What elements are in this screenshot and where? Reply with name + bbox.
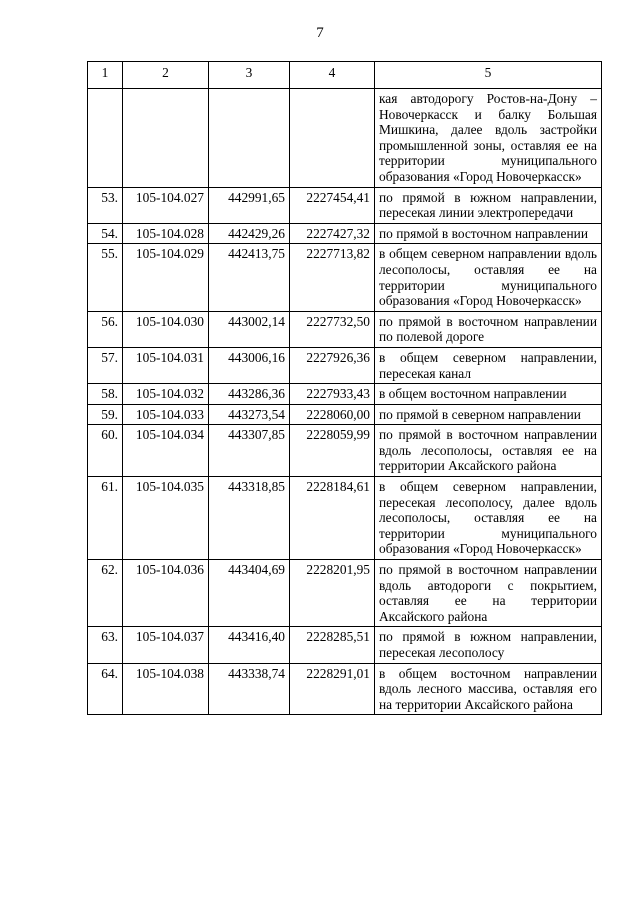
row-number: 64. [88,663,123,715]
coordinate-x: 443006,16 [209,347,290,383]
column-header: 5 [375,62,602,89]
coordinate-x: 443273,54 [209,404,290,425]
point-code: 105-104.033 [123,404,209,425]
table-row [88,663,602,715]
row-number: 53. [88,187,123,223]
boundary-description: по прямой в восточном направлении [375,223,602,244]
boundary-description: в общем северном направлении, пересекая лесополосу, далее вдоль лесополосы, оставляя ее на территории муниципального образования «Город Новочеркасск» [375,477,602,560]
row-number: 57. [88,347,123,383]
coordinate-x: 442991,65 [209,187,290,223]
table-row [88,404,602,425]
table-row [88,311,602,347]
coordinate-y: 2228291,01 [290,663,375,715]
row-number: 61. [88,477,123,560]
boundary-description: по прямой в южном направлении, пересекая линии электропередачи [375,187,602,223]
coordinate-x: 443416,40 [209,627,290,663]
table-header [88,62,602,89]
boundary-description: по прямой в северном направлении [375,404,602,425]
point-code: 105-104.032 [123,384,209,405]
coordinate-y: 2228059,99 [290,425,375,477]
column-header: 4 [290,62,375,89]
boundary-description: по прямой в восточном направлении вдоль лесополосы, оставляя ее на территории Аксайского района [375,425,602,477]
row-number: 60. [88,425,123,477]
table-row [88,347,602,383]
point-code: 105-104.037 [123,627,209,663]
coordinate-y: 2227427,32 [290,223,375,244]
coordinate-y: 2227713,82 [290,244,375,311]
table-row [88,384,602,405]
coordinate-y: 2227454,41 [290,187,375,223]
header-row [88,62,602,89]
row-number: 58. [88,384,123,405]
table-row [88,627,602,663]
boundary-description: в общем восточном направлении [375,384,602,405]
column-header: 2 [123,62,209,89]
column-header: 1 [88,62,123,89]
point-code: 105-104.036 [123,560,209,627]
row-number: 56. [88,311,123,347]
boundary-description: в общем северном направлении, пересекая канал [375,347,602,383]
coordinate-y [290,89,375,188]
table-row [88,89,602,188]
row-number: 62. [88,560,123,627]
coordinate-y: 2228201,95 [290,560,375,627]
coordinate-y: 2227926,36 [290,347,375,383]
point-code: 105-104.027 [123,187,209,223]
boundary-table [87,61,602,715]
coordinate-x: 443307,85 [209,425,290,477]
coordinate-x: 443318,85 [209,477,290,560]
boundary-description: по прямой в восточном направлении по полевой дороге [375,311,602,347]
coordinate-x: 442413,75 [209,244,290,311]
coordinate-x: 443404,69 [209,560,290,627]
table-row [88,187,602,223]
column-header: 3 [209,62,290,89]
page-number: 7 [316,25,324,41]
point-code [123,89,209,188]
boundary-description: кая автодорогу Ростов-на-Дону – Новочеркасск и балку Большая Мишкина, далее вдоль застройки промышленной зоны, оставляя ее на территории муниципального образования «Город Новочеркасск» [375,89,602,188]
row-number: 63. [88,627,123,663]
table-row [88,560,602,627]
point-code: 105-104.030 [123,311,209,347]
coordinate-x: 443286,36 [209,384,290,405]
coordinate-x: 442429,26 [209,223,290,244]
coordinate-y: 2228184,61 [290,477,375,560]
point-code: 105-104.031 [123,347,209,383]
table-row [88,244,602,311]
boundary-description: по прямой в восточном направлении вдоль автодороги с покрытием, оставляя ее на территории Аксайского района [375,560,602,627]
coordinate-x [209,89,290,188]
table-body [88,89,602,715]
coordinate-y: 2228060,00 [290,404,375,425]
point-code: 105-104.035 [123,477,209,560]
coordinate-y: 2227933,43 [290,384,375,405]
coordinate-y: 2228285,51 [290,627,375,663]
table-row [88,425,602,477]
row-number: 59. [88,404,123,425]
row-number [88,89,123,188]
table-row [88,223,602,244]
boundary-description: в общем восточном направлении вдоль лесного массива, оставляя его на территории Аксайского района [375,663,602,715]
row-number: 55. [88,244,123,311]
coordinate-x: 443002,14 [209,311,290,347]
boundary-description: по прямой в южном направлении, пересекая лесополосу [375,627,602,663]
coordinate-y: 2227732,50 [290,311,375,347]
coordinate-x: 443338,74 [209,663,290,715]
point-code: 105-104.028 [123,223,209,244]
point-code: 105-104.038 [123,663,209,715]
table-row [88,477,602,560]
point-code: 105-104.034 [123,425,209,477]
boundary-description: в общем северном направлении вдоль лесополосы, оставляя ее на территории муниципального образования «Город Новочеркасск» [375,244,602,311]
point-code: 105-104.029 [123,244,209,311]
row-number: 54. [88,223,123,244]
